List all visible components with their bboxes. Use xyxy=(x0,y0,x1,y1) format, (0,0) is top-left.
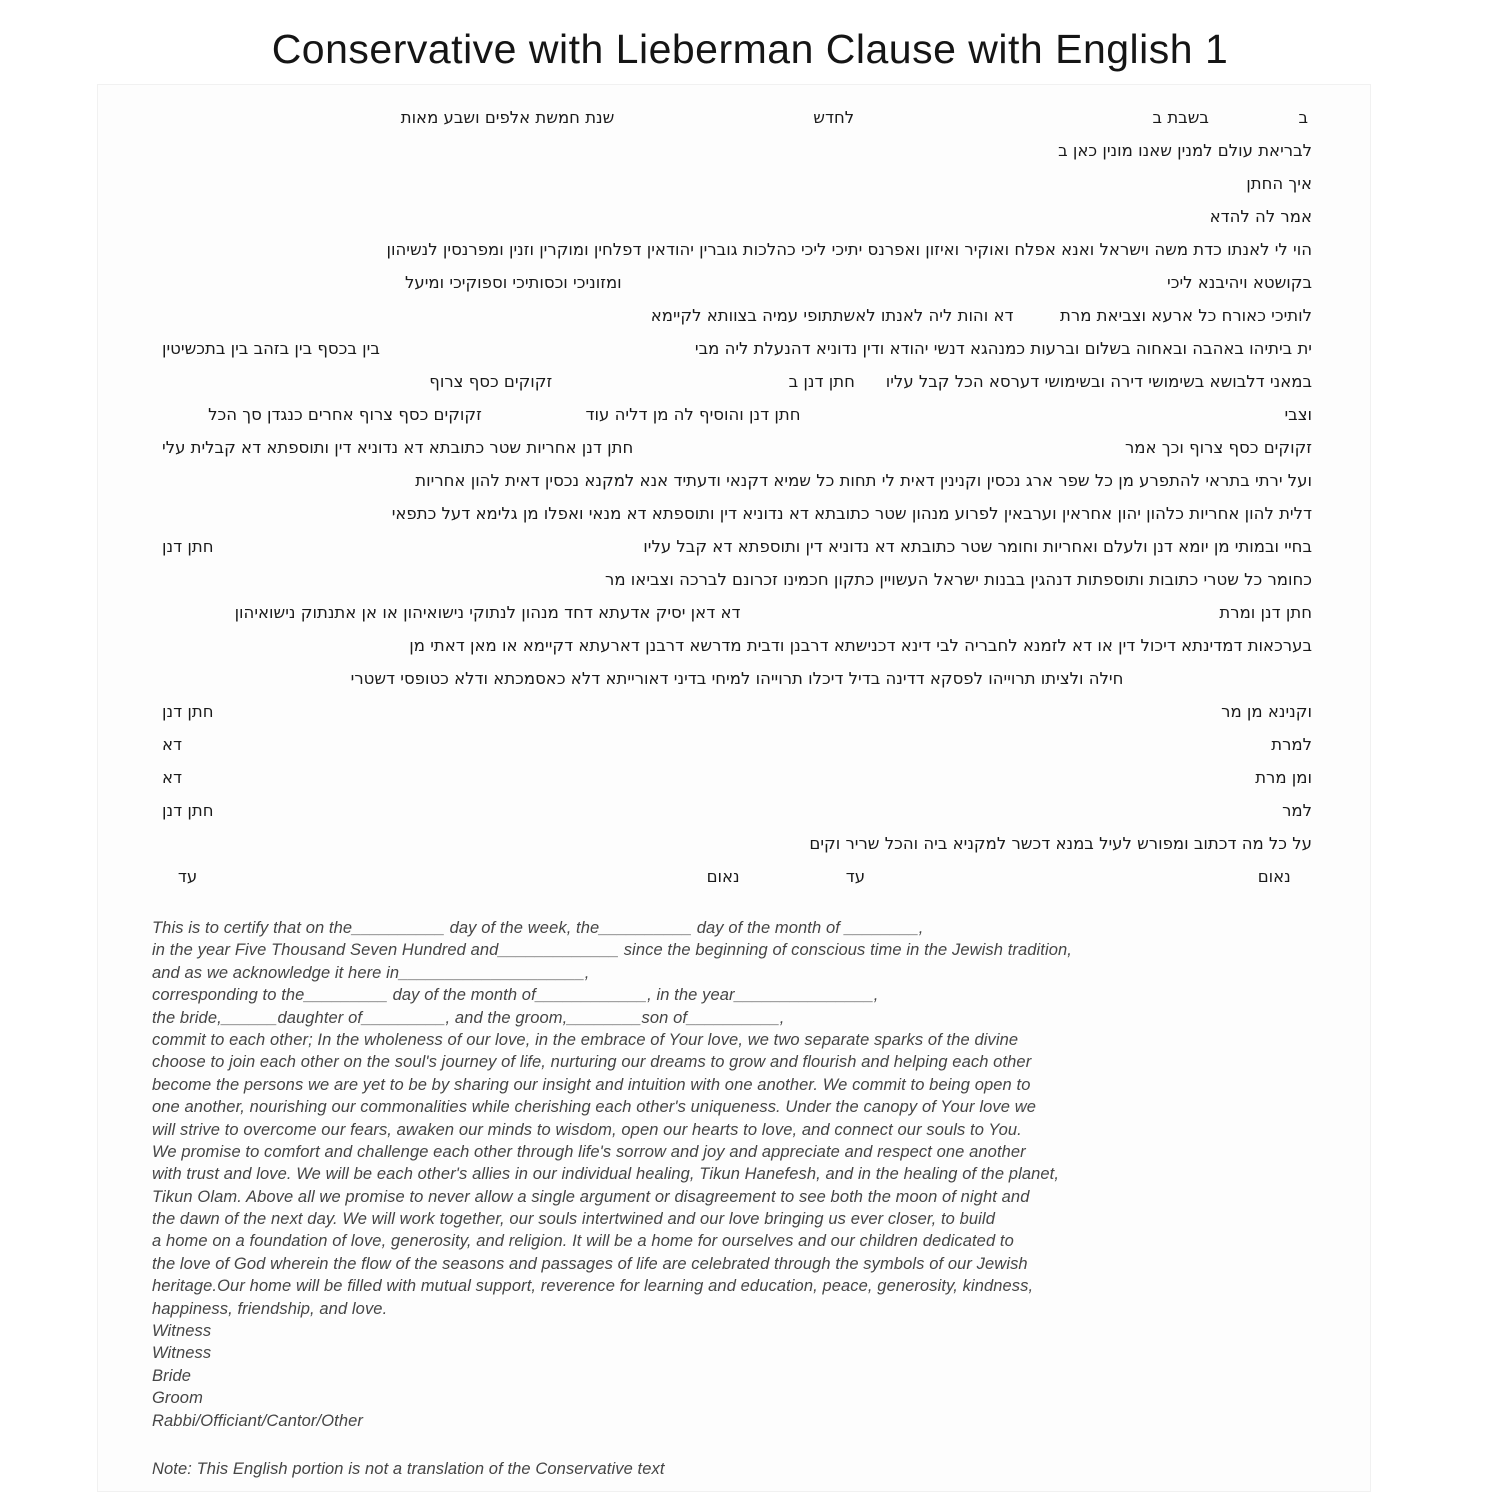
signature-line-label: Witness xyxy=(152,1322,212,1341)
hebrew-line xyxy=(162,662,1312,695)
hebrew-line xyxy=(162,332,1312,365)
hebrew-text-segment: דא xyxy=(162,768,183,787)
signature-line-label: Witness xyxy=(152,1344,212,1363)
hebrew-text-segment: וצבי xyxy=(1284,405,1312,424)
hebrew-text-segment: עד xyxy=(177,867,198,886)
hebrew-line xyxy=(162,497,1312,530)
hebrew-text-segment: ית ביתיהו באהבה ובאחוה בשלום וברעות כמנהגא דנשי יהודא ודין נדוניא דהנעלת ליה מבי xyxy=(694,339,1312,358)
signature-labels xyxy=(152,1320,1322,1432)
hebrew-text-segment: זקוקים כסף צרוף אחרים כנגדן סך הכל xyxy=(208,405,482,424)
hebrew-line xyxy=(162,233,1312,266)
hebrew-text-segment: חתן דנן ומרת xyxy=(1219,603,1312,622)
hebrew-text-segment: לבריאת עולם למנין שאנו מונין כאן ב xyxy=(1058,141,1312,160)
english-vow-line: one another, nourishing our commonalities while cherishing each other's uniqueness. Under the canopy of Your love we xyxy=(152,1098,1036,1117)
hebrew-text-segment: זקוקים כסף צרוף xyxy=(429,372,553,391)
hebrew-text-segment: במאני דלבושא בשימושי דירה ובשימושי דערסא הכל קבל עליו xyxy=(885,372,1312,391)
hebrew-text-segment: ועל ירתי בתראי להתפרע מן כל שפר ארג נכסין וקנינין דאית לי תחות כל שמיא דקנאי ודעתיד אנא למקנא נכסין דאית להון אחריות xyxy=(415,471,1312,490)
hebrew-line xyxy=(162,101,1312,134)
english-vow-line: commit to each other; In the wholeness of our love, in the embrace of Your love, we two separate sparks of the divine xyxy=(152,1030,1019,1049)
hebrew-line xyxy=(162,299,1312,332)
hebrew-text-segment: לחדש xyxy=(813,108,855,127)
english-certify-line: the bride,______daughter of_________, and the groom,________son of__________, xyxy=(152,1008,785,1027)
hebrew-text-segment: זקוקים כסף צרוף וכך אמר xyxy=(1124,438,1312,457)
english-vow-line: a home on a foundation of love, generosity, and religion. It will be a home for ourselves and our children dedicated to xyxy=(152,1232,1014,1251)
hebrew-line xyxy=(162,728,1312,761)
hebrew-line xyxy=(162,167,1312,200)
english-vow-line: the dawn of the next day. We will work together, our souls intertwined and our love bringing us ever closer, to build xyxy=(152,1210,995,1229)
hebrew-text-segment: דלית להון אחריות כלהון יהון אחראין וערבאין לפרוע מנהון שטר כתובתא דא נדוניא דין ותוספתא דא מנאי ואפלו מן גלימא דעל כתפאי xyxy=(391,504,1312,523)
hebrew-text-segment: חתן דנן ב xyxy=(788,372,855,391)
hebrew-text-segment: בחיי ובמותי מן יומא דנן ולעלם ואחריות וחומר שטר כתובתא דא נדוניא דין ותוספתא דא קבל עליו xyxy=(643,537,1312,556)
hebrew-line xyxy=(162,596,1312,629)
vow-section xyxy=(152,1029,1322,1320)
hebrew-text-block xyxy=(162,101,1312,893)
hebrew-text-segment: בקושטא ויהיבנא ליכי xyxy=(1167,273,1312,292)
hebrew-text-segment: למר xyxy=(1282,801,1312,820)
english-vow-line: We promise to comfort and challenge each other through life's sorrow and joy and appreciate and respect one another xyxy=(152,1142,1026,1161)
hebrew-line xyxy=(162,860,1312,893)
signature-line-label: Rabbi/Officiant/Cantor/Other xyxy=(152,1411,363,1430)
signature-line-label: Bride xyxy=(152,1366,192,1385)
english-vow-line: become the persons we are yet to be by sharing our insight and intuition with one another. We commit to being open to xyxy=(152,1075,1031,1094)
hebrew-text-segment: ומזוניכי וכסותיכי וספוקיכי ומיעל xyxy=(405,273,622,292)
english-vow-line: with trust and love. We will be each other's allies in our individual healing, Tikun Hanefesh, and in the healing of the planet, xyxy=(152,1165,1060,1184)
hebrew-text-segment: אמר לה להדא xyxy=(1209,207,1312,226)
hebrew-text-segment: שנת חמשת אלפים ושבע מאות xyxy=(400,108,615,127)
certify-section xyxy=(152,917,1322,1029)
hebrew-text-segment: דא דאן יסיק אדעתא דחד מנהון לנתוקי נישואיהון או אן אתנתוק נישואיהון xyxy=(234,603,741,622)
hebrew-line xyxy=(162,398,1312,431)
hebrew-line xyxy=(162,794,1312,827)
hebrew-text-segment: ב xyxy=(1298,108,1308,127)
hebrew-text-segment: על כל מה דכתוב ומפורש לעיל במנא דכשר למקניא ביה והכל שריר וקים xyxy=(809,834,1312,853)
hebrew-text-segment: בערכאות דמדינתא דיכול דין או דא לזמנא לחבריה לבי דינא דכנישתא דרבנן ודבית מדרשא דרבנן דארעתא דקיימא או מאן דאתי מן xyxy=(409,636,1312,655)
hebrew-text-segment: דא והות ליה לאנתו לאשתתופי עמיה בצוותא לקיימא xyxy=(650,306,1014,325)
hebrew-text-segment: עד xyxy=(845,867,866,886)
hebrew-text-segment: ומן מרת xyxy=(1255,768,1312,787)
english-certify-line: in the year Five Thousand Seven Hundred and_____________ since the beginning of conscious time in the Jewish tradition, xyxy=(152,941,1072,960)
hebrew-line xyxy=(162,827,1312,860)
hebrew-text-segment: חתן דנן xyxy=(162,537,214,556)
hebrew-line xyxy=(162,530,1312,563)
hebrew-text-segment: כחומר כל שטרי כתובות ותוספתות דנהגין בבנות ישראל העשויין כתקון חכמינו זכרונם לברכה וצביאו מר xyxy=(605,570,1312,589)
hebrew-text-segment: וקנינא מן מר xyxy=(1221,702,1312,721)
english-vow-line: heritage.Our home will be filled with mutual support, reverence for learning and education, peace, generosity, kindness, xyxy=(152,1277,1034,1296)
hebrew-text-segment: חתן דנן xyxy=(162,702,214,721)
hebrew-text-segment: חתן דנן xyxy=(162,801,214,820)
hebrew-text-segment: נאום xyxy=(706,867,740,886)
english-vow-line: Tikun Olam. Above all we promise to never allow a single argument or disagreement to see both the moon of night and xyxy=(152,1187,1030,1206)
english-vow-line: will strive to overcome our fears, awaken our minds to wisdom, open our hearts to love, and connect our souls to You. xyxy=(152,1120,1022,1139)
hebrew-line xyxy=(162,761,1312,794)
hebrew-text-segment: בין בכסף בין בזהב בין בתכשיטין xyxy=(162,339,380,358)
hebrew-text-segment: חתן דנן אחריות שטר כתובתא דא נדוניא דין ותוספתא דא קבלית עלי xyxy=(162,438,634,457)
english-certify-line: and as we acknowledge it here in____________________, xyxy=(152,963,590,982)
hebrew-text-segment: בשבת ב xyxy=(1152,108,1209,127)
hebrew-line xyxy=(162,266,1312,299)
english-vow-line: choose to join each other on the soul's journey of life, nurturing our dreams to grow and flourish and helping each other xyxy=(152,1053,1032,1072)
note-line: Note: This English portion is not a translation of the Conservative text xyxy=(152,1459,665,1478)
hebrew-line xyxy=(162,365,1312,398)
hebrew-text-segment: חילה ולציתו תרוייהו לפסקא דדינה בדיל דיכלו תרוייהו למיחי בדיני דאורייתא דלא כאסמכתא ודלא כטופסי דשטרי xyxy=(350,669,1124,688)
hebrew-line xyxy=(162,464,1312,497)
ketubah-sheet xyxy=(97,84,1371,1492)
english-certify-line: corresponding to the_________ day of the month of____________, in the year_______________, xyxy=(152,986,879,1005)
english-vow-line: the love of God wherein the flow of the seasons and passages of life are celebrated through the symbols of our Jewish xyxy=(152,1254,1028,1273)
english-certify-line: This is to certify that on the__________ day of the week, the__________ day of the month of ________, xyxy=(152,919,924,937)
hebrew-text-segment: חתן דנן והוסיף לה מן דליה עוד xyxy=(585,405,801,424)
document-title: Conservative with Lieberman Clause with English 1 xyxy=(271,26,1229,72)
hebrew-line xyxy=(162,431,1312,464)
hebrew-text-segment: למרת xyxy=(1271,735,1312,754)
english-text-block xyxy=(152,917,1322,1480)
hebrew-text-segment: דא xyxy=(162,735,183,754)
hebrew-line xyxy=(162,134,1312,167)
hebrew-line xyxy=(162,629,1312,662)
hebrew-text-segment: לותיכי כאורח כל ארעא וצביאת מרת xyxy=(1060,306,1312,325)
hebrew-line xyxy=(162,563,1312,596)
signature-line-label: Groom xyxy=(152,1389,203,1408)
hebrew-text-segment: נאום xyxy=(1257,867,1291,886)
hebrew-line xyxy=(162,200,1312,233)
hebrew-text-segment: איך החתן xyxy=(1246,174,1312,193)
hebrew-text-segment: הוי לי לאנתו כדת משה וישראל ואנא אפלח ואוקיר ואיזון ואפרנס יתיכי ליכי כהלכות גוברין יהודאין דפלחין ומוקרין וזנין ומפרנסין לנשיהון xyxy=(386,240,1312,259)
hebrew-line xyxy=(162,695,1312,728)
english-vow-line: happiness, friendship, and love. xyxy=(152,1299,388,1318)
